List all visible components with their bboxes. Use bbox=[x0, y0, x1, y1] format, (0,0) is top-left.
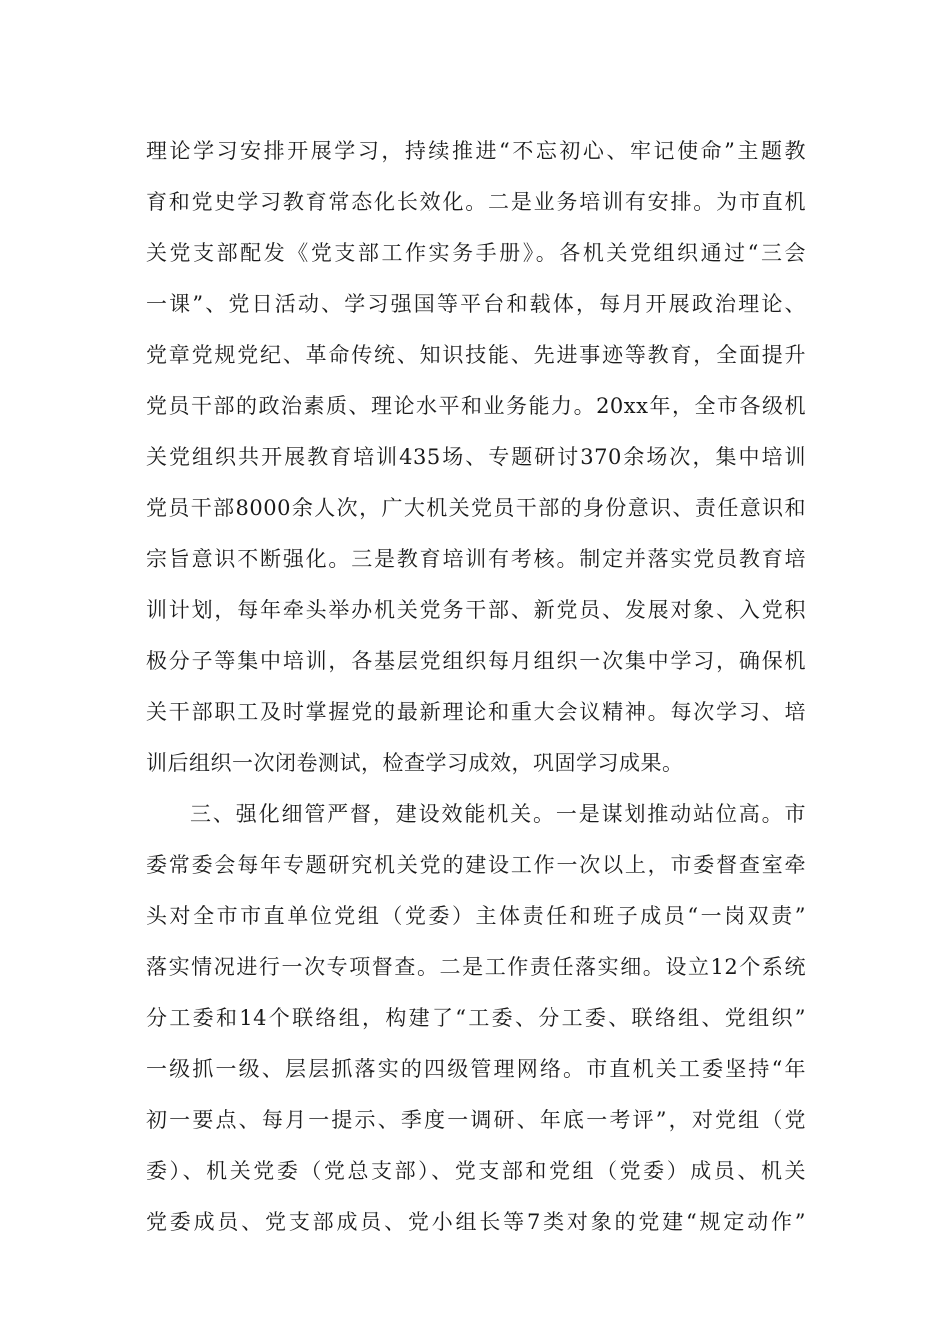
paragraph-end-line: 训后组织一次闭卷测试，检查学习成效，巩固学习成果。 bbox=[146, 751, 684, 775]
text-line: 分工委和14个联络组，构建了“工委、分工委、联络组、党组织” bbox=[146, 1006, 806, 1030]
paragraph-start-line: 三、强化细管严督，建设效能机关。一是谋划推动站位高。市 bbox=[190, 802, 806, 826]
text-line: 党员干部8000余人次，广大机关党员干部的身份意识、责任意识和 bbox=[146, 496, 806, 520]
text-line: 一课”、党日活动、学习强国等平台和载体，每月开展政治理论、 bbox=[146, 292, 806, 316]
text-line: 初一要点、每月一提示、季度一调研、年底一考评”，对党组（党 bbox=[146, 1108, 806, 1132]
text-line: 关干部职工及时掌握党的最新理论和重大会议精神。每次学习、培 bbox=[146, 700, 806, 724]
text-line: 党员干部的政治素质、理论水平和业务能力。20xx年，全市各级机 bbox=[146, 394, 806, 418]
text-line: 头对全市市直单位党组（党委）主体责任和班子成员“一岗双责” bbox=[146, 904, 806, 928]
text-line: 党委成员、党支部成员、党小组长等7类对象的党建“规定动作” bbox=[146, 1210, 806, 1234]
text-line: 育和党史学习教育常态化长效化。二是业务培训有安排。为市直机 bbox=[146, 190, 806, 214]
text-line: 关党支部配发《党支部工作实务手册》。各机关党组织通过“三会 bbox=[146, 241, 806, 265]
text-line: 理论学习安排开展学习，持续推进“不忘初心、牢记使命”主题教 bbox=[146, 139, 806, 163]
text-line: 宗旨意识不断强化。三是教育培训有考核。制定并落实党员教育培 bbox=[146, 547, 806, 571]
text-line: 委常委会每年专题研究机关党的建设工作一次以上，市委督查室牵 bbox=[146, 853, 806, 877]
text-line: 落实情况进行一次专项督查。二是工作责任落实细。设立12个系统 bbox=[146, 955, 806, 979]
text-line: 委）、机关党委（党总支部）、党支部和党组（党委）成员、机关 bbox=[146, 1159, 806, 1183]
body-text bbox=[146, 126, 806, 1248]
text-line: 极分子等集中培训，各基层党组织每月组织一次集中学习，确保机 bbox=[146, 649, 806, 673]
text-line: 一级抓一级、层层抓落实的四级管理网络。市直机关工委坚持“年 bbox=[146, 1057, 806, 1081]
text-line: 训计划，每年牵头举办机关党务干部、新党员、发展对象、入党积 bbox=[146, 598, 806, 622]
text-line: 党章党规党纪、革命传统、知识技能、先进事迹等教育，全面提升 bbox=[146, 343, 806, 367]
text-line: 关党组织共开展教育培训435场、专题研讨370余场次，集中培训 bbox=[146, 445, 806, 469]
